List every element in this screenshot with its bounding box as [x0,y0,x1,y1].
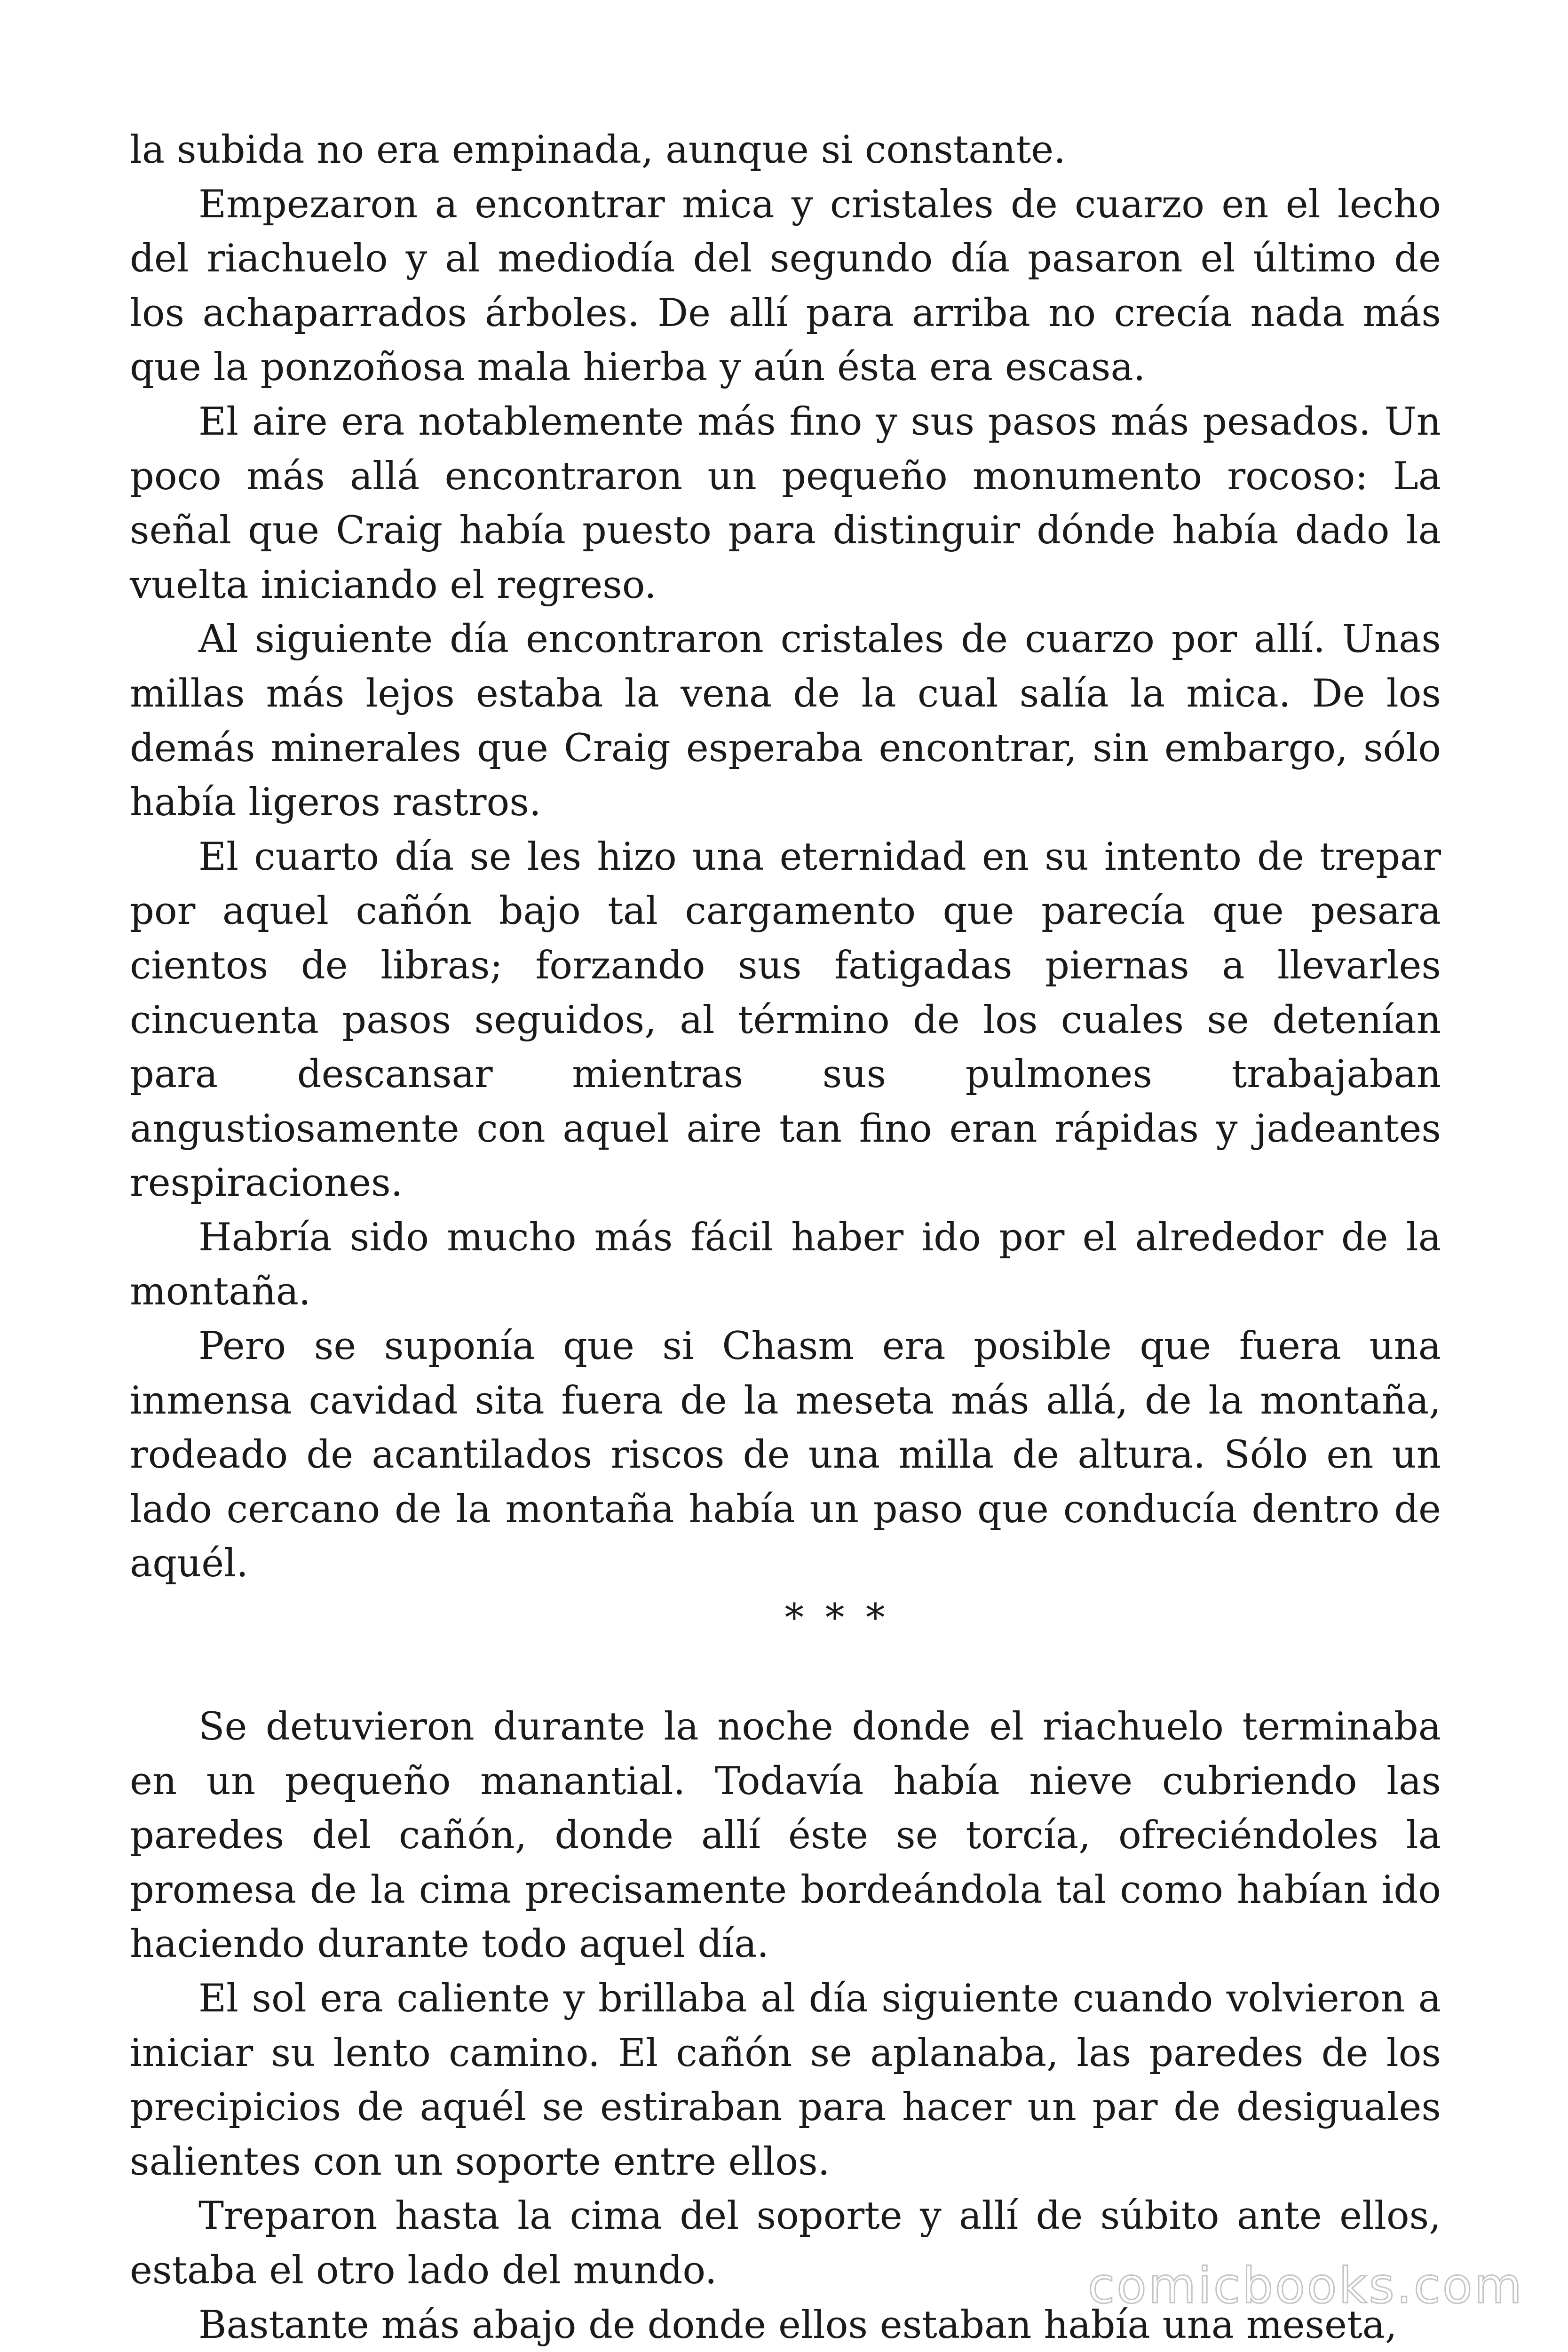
paragraph-5: El cuarto día se les hizo una eternidad en su intento de trepar por aquel cañón bajo tal cargamento que parecía que pesara cientos de libras; forzando sus fatigadas piernas a llevarles cincuenta pasos seguidos, al término de los cuales se detenían para descansar mientras sus pulmones trabajaban angustiosamente con aquel aire tan fino eran rápidas y jadeantes respiraciones. [130,834,1441,1206]
paragraph-7: Pero se suponía que si Chasm era posible que fuera una inmensa cavidad sita fuera de la meseta más allá, de la montaña, rodeado de acantilados riscos de una milla de altura. Sólo en un lado cercano de la montaña había un paso que conducía dentro de aquél. [130,1324,1441,1586]
page-body [130,123,1441,2352]
paragraph-3: El aire era notablemente más fino y sus pasos más pesados. Un poco más allá encontraron un pequeño monumento rocoso: La señal que Craig había puesto para distinguir dónde había dado la vuelta iniciando el regreso. [130,399,1441,607]
paragraph-11: Bastante más abajo de donde ellos estaban había una meseta, [198,2303,1397,2347]
paragraph-1: la subida no era empinada, aunque si constante. [130,128,1066,172]
paragraph-9: El sol era caliente y brillaba al día siguiente cuando volvieron a iniciar su lento camino. El cañón se aplanaba, las paredes de los precipicios de aquél se estiraban para hacer un par de desiguales salientes con un soporte entre ellos. [130,1977,1441,2184]
section-separator: * * * [784,1596,890,1641]
paragraph-8: Se detuvieron durante la noche donde el riachuelo terminaba en un pequeño manantial. Todavía había nieve cubriendo las paredes del cañón, donde allí éste se torcía, ofreciéndoles la promesa de la cima precisamente bordeándola tal como habían ido haciendo durante todo aquel día. [130,1705,1441,1967]
paragraph-10: Treparon hasta la cima del soporte y allí de súbito ante ellos, estaba el otro lado del mundo. [130,2194,1441,2293]
watermark: comicbooks.com [1087,2257,1524,2314]
paragraph-2: Empezaron a encontrar mica y cristales de cuarzo en el lecho del riachuelo y al mediodía del segundo día pasaron el último de los achaparrados árboles. De allí para arriba no crecía nada más que la ponzoñosa mala hierba y aún ésta era escasa. [130,182,1441,390]
paragraph-4: Al siguiente día encontraron cristales de cuarzo por allí. Unas millas más lejos estaba la vena de la cual salía la mica. De los demás minerales que Craig esperaba encontrar, sin embargo, sólo había ligeros rastros. [130,617,1441,825]
paragraph-6: Habría sido mucho más fácil haber ido por el alrededor de la montaña. [130,1215,1441,1314]
